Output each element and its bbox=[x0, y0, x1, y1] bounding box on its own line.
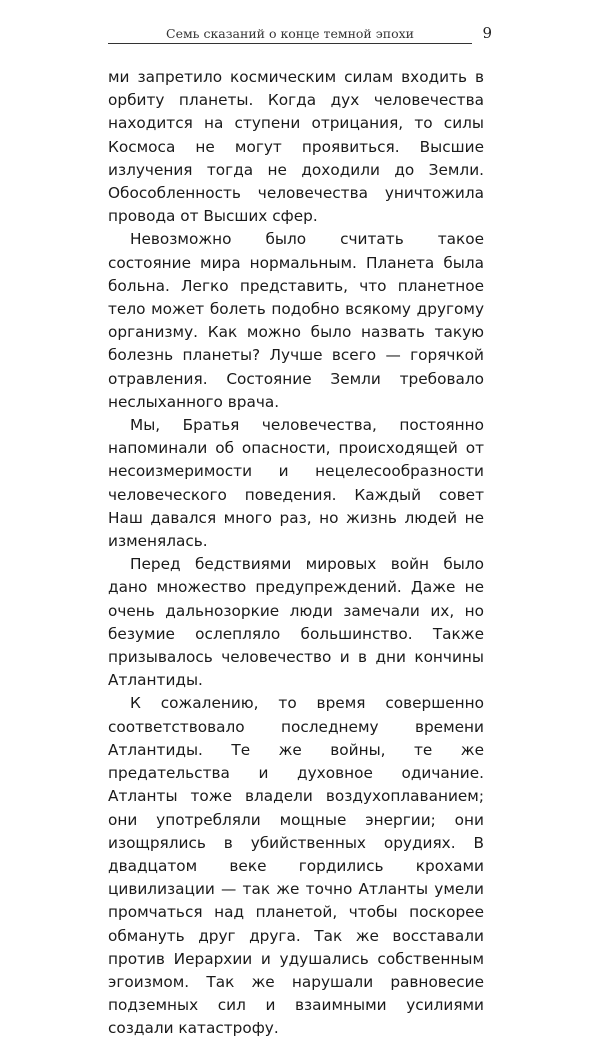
paragraph-4: Перед бедствиями мировых войн было дано множество предупреждений. Даже не очень дальнозоркие люди замечали их, но безумие ослепляло большинство. Также призывалось человечество и в дни кончины Атлантиды. bbox=[108, 555, 484, 690]
header-rule bbox=[108, 43, 472, 44]
paragraph-5: К сожалению, то время совершенно соответствовало последнему времени Атлантиды. Те же войны, те же предательства и духовное одичание. Атланты тоже владели воздухоплаванием; они употребляли мощные энергии; они изощрялись в убийственных орудиях. В двадцатом веке гордились крохами цивилизации — так же точно Атланты умели промчаться над планетой, чтобы поскорее обмануть друг друга. Так же восставали против Иерархии и удушались собственным эгоизмом. Так же нарушали равновесие подземных сил и взаимными усилиями создали катастрофу. bbox=[108, 694, 484, 1038]
paragraph-3: Мы, Братья человечества, постоянно напоминали об опасности, происходящей от несоизмеримости и нецелесообразности человеческого поведения. Каждый совет Наш давался много раз, но жизнь людей не изменялась. bbox=[108, 416, 484, 551]
page-header bbox=[108, 24, 492, 46]
page-number: 9 bbox=[482, 24, 492, 42]
paragraph-2: Невозможно было считать такое состояние мира нормальным. Планета была больна. Легко представить, что планетное тело может болеть подобно всякому другому организму. Как можно было назвать такую болезнь планеты? Лучше всего — горячкой отравления. Состояние Земли требовало неслыханного врача. bbox=[108, 230, 484, 411]
page-body bbox=[108, 66, 484, 1041]
paragraph-1: ми запретило космическим силам входить в орбиту планеты. Когда дух человечества находится на ступени отрицания, то силы Космоса не могут проявиться. Высшие излучения тогда не доходили до Земли. Обособленность человечества уничтожила провода от Высших сфер. bbox=[108, 68, 484, 226]
running-title: Семь сказаний о конце темной эпохи bbox=[166, 26, 414, 41]
